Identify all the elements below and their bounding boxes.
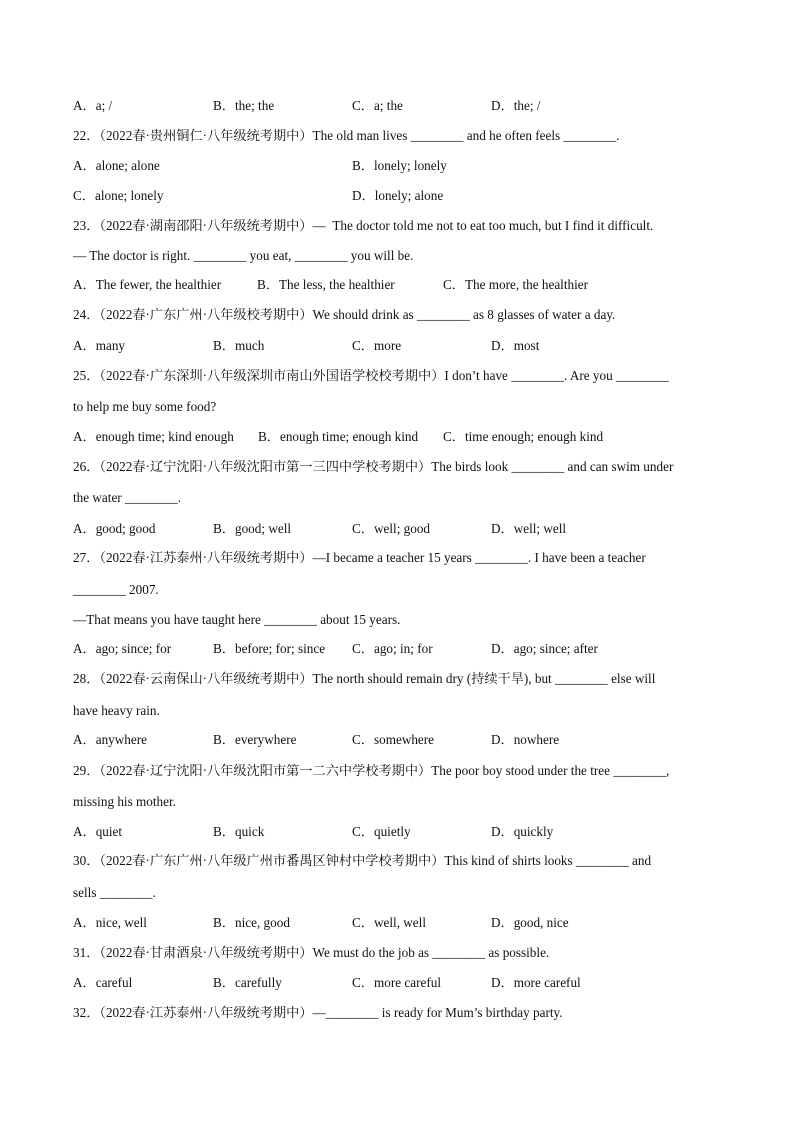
q29-options (73, 823, 733, 841)
q24-option-a[interactable]: A．many (73, 338, 126, 353)
q30-options (73, 914, 733, 932)
q27-stem-line2: ________ 2007. (73, 582, 159, 597)
q26-options (73, 520, 733, 538)
q32-stem: 32．（2022春·江苏泰州·八年级统考期中）—________ is ready for Mum’s birthday party. (73, 1005, 563, 1020)
q28-options (73, 731, 733, 749)
q31-stem: 31．（2022春·甘肃酒泉·八年级统考期中）We must do the job as ________ as possible. (73, 945, 550, 960)
q24-option-c[interactable]: C．more (352, 338, 402, 353)
q31-options (73, 974, 733, 992)
q23-stem-line2: — The doctor is right. ________ you eat, ________ you will be. (73, 248, 414, 263)
q28-option-d[interactable]: D．nowhere (491, 732, 560, 747)
q30-option-d[interactable]: D．good, nice (491, 915, 569, 930)
q30-option-b[interactable]: B．nice, good (213, 915, 290, 930)
q26-stem: 26．（2022春·辽宁沈阳·八年级沈阳市第一三四中学校考期中）The birds look ________ and can swim under (73, 459, 674, 474)
q21-option-d[interactable]: D．the; / (491, 98, 541, 113)
q22-option-d[interactable]: D．lonely; alone (352, 188, 444, 203)
q22-options-row2 (73, 187, 733, 205)
q24-options (73, 337, 733, 355)
q29-option-a[interactable]: A．quiet (73, 824, 123, 839)
q28-option-a[interactable]: A．anywhere (73, 732, 147, 747)
q29-stem-line2: missing his mother. (73, 794, 176, 809)
q26-option-c[interactable]: C．well; good (352, 521, 431, 536)
q30-stem-line2: sells ________. (73, 885, 156, 900)
q30-stem: 30．（2022春·广东广州·八年级广州市番禺区钟村中学校考期中）This kind of shirts looks ________ and (73, 853, 652, 868)
q30-option-a[interactable]: A．nice, well (73, 915, 147, 930)
q25-option-c[interactable]: C．time enough; enough kind (443, 429, 604, 444)
q31-option-c[interactable]: C．more careful (352, 975, 441, 990)
q27-stem-line3: —That means you have taught here ________ about 15 years. (73, 612, 401, 627)
q28-option-b[interactable]: B．everywhere (213, 732, 297, 747)
q25-stem: 25．（2022春·广东深圳·八年级深圳市南山外国语学校校考期中）I don’t have ________. Are you ________ (73, 368, 669, 383)
q23-options (73, 276, 733, 294)
q23-stem: 23．（2022春·湖南邵阳·八年级统考期中）— The doctor told me not to eat too much, but I find it difficult. (73, 218, 654, 233)
q27-option-c[interactable]: C．ago; in; for (352, 641, 433, 656)
q26-option-b[interactable]: B．good; well (213, 521, 292, 536)
q31-option-a[interactable]: A．careful (73, 975, 133, 990)
q21-option-c[interactable]: C．a; the (352, 98, 403, 113)
q22-option-b[interactable]: B．lonely; lonely (352, 158, 447, 173)
q25-option-b[interactable]: B．enough time; enough kind (258, 429, 419, 444)
q24-option-d[interactable]: D．most (491, 338, 540, 353)
q28-option-c[interactable]: C．somewhere (352, 732, 435, 747)
q29-option-c[interactable]: C．quietly (352, 824, 411, 839)
q31-option-b[interactable]: B．carefully (213, 975, 282, 990)
q27-options (73, 640, 733, 658)
q26-option-a[interactable]: A．good; good (73, 521, 156, 536)
q23-option-c[interactable]: C．The more, the healthier (443, 277, 589, 292)
q30-option-c[interactable]: C．well, well (352, 915, 426, 930)
q29-option-d[interactable]: D．quickly (491, 824, 554, 839)
q27-stem: 27．（2022春·江苏泰州·八年级统考期中）—I became a teacher 15 years ________. I have been a teacher (73, 550, 646, 565)
q25-option-a[interactable]: A．enough time; kind enough (73, 429, 234, 444)
q29-option-b[interactable]: B．quick (213, 824, 265, 839)
q22-option-c[interactable]: C．alone; lonely (73, 188, 164, 203)
q25-options (73, 428, 733, 446)
q21-option-b[interactable]: B．the; the (213, 98, 275, 113)
q25-stem-line2: to help me buy some food? (73, 399, 217, 414)
q22-option-a[interactable]: A．alone; alone (73, 158, 160, 173)
q26-option-d[interactable]: D．well; well (491, 521, 567, 536)
q23-option-a[interactable]: A．The fewer, the healthier (73, 277, 222, 292)
q27-option-d[interactable]: D．ago; since; after (491, 641, 598, 656)
q24-option-b[interactable]: B．much (213, 338, 265, 353)
q27-option-b[interactable]: B．before; for; since (213, 641, 326, 656)
q29-stem: 29．（2022春·辽宁沈阳·八年级沈阳市第一二六中学校考期中）The poor boy stood under the tree ________, (73, 763, 670, 778)
q26-stem-line2: the water ________. (73, 490, 182, 505)
q21-options (73, 97, 733, 115)
q22-options-row1 (73, 157, 733, 175)
q22-stem: 22．（2022春·贵州铜仁·八年级统考期中）The old man lives ________ and he often feels ________. (73, 128, 620, 143)
q28-stem-line2: have heavy rain. (73, 703, 160, 718)
q21-option-a[interactable]: A．a; / (73, 98, 113, 113)
q28-stem: 28．（2022春·云南保山·八年级统考期中）The north should remain dry (持续干旱), but ________ else will (73, 671, 656, 686)
q23-option-b[interactable]: B．The less, the healthier (257, 277, 395, 292)
q24-stem: 24．（2022春·广东广州·八年级校考期中）We should drink as ________ as 8 glasses of water a day. (73, 307, 616, 322)
q31-option-d[interactable]: D．more careful (491, 975, 581, 990)
q27-option-a[interactable]: A．ago; since; for (73, 641, 172, 656)
